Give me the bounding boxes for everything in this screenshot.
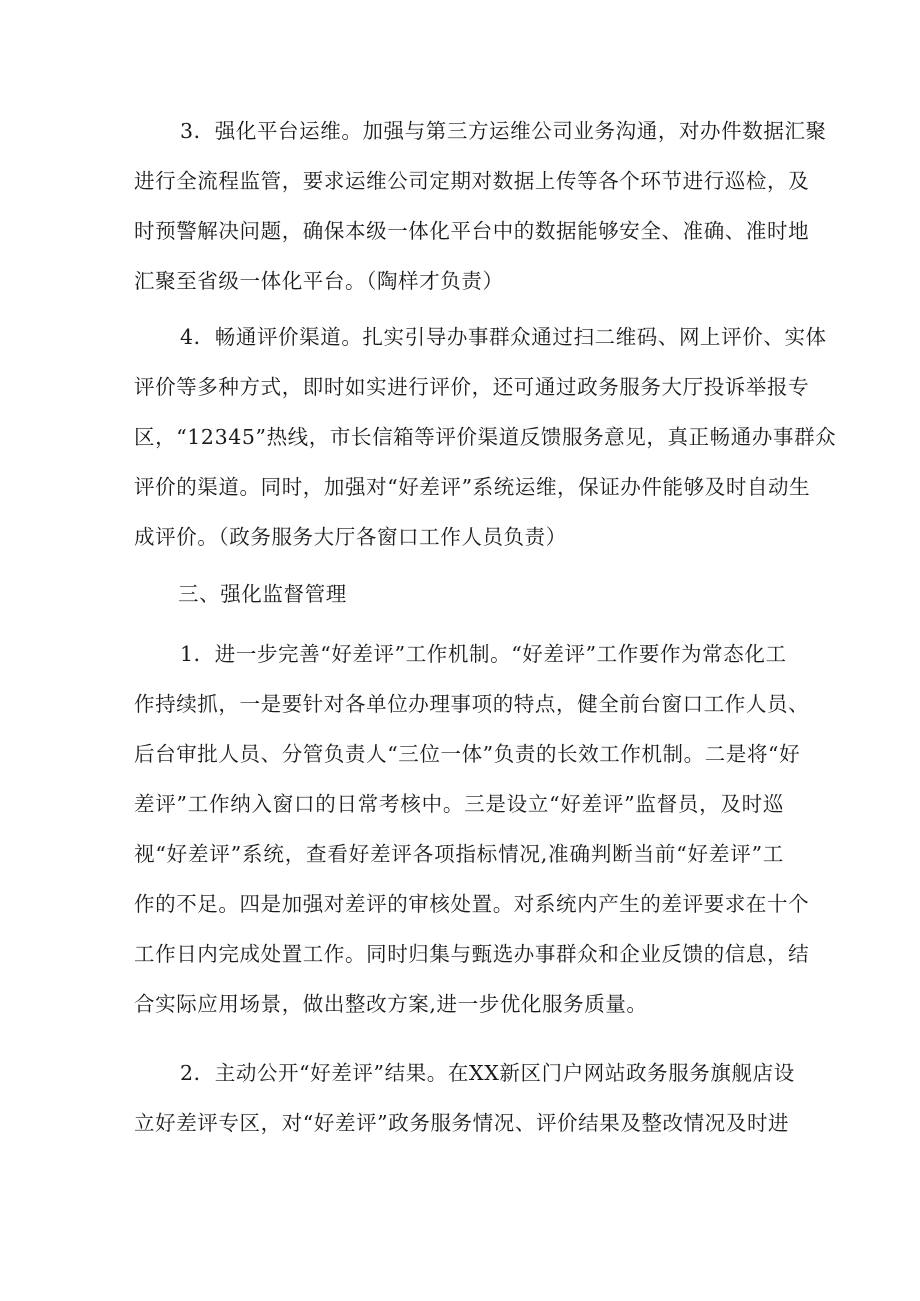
text-line: 立好差评专区，对“好差评”政务服务情况、评价结果及整改情况及时进: [134, 1111, 790, 1135]
text-line: 1．进一步完善“好差评”工作机制。“好差评”工作要作为常态化工: [180, 642, 787, 666]
text-line: 时预警解决问题，确保本级一体化平台中的数据能够安全、准确、准时地: [134, 219, 810, 243]
section-heading-text: 三、强化监督管理: [178, 582, 347, 606]
text-line: 视“好差评”系统，查看好差评各项指标情况,准确判断当前“好差评”工: [134, 842, 784, 866]
text-line: 后台审批人员、分管负责人“三位一体”负责的长效工作机制。二是将“好: [134, 742, 801, 766]
text-line: 进行全流程监管，要求运维公司定期对数据上传等各个环节进行巡检，及: [134, 169, 810, 193]
text-line: 3．强化平台运维。加强与第三方运维公司业务沟通，对办件数据汇聚: [180, 119, 827, 143]
text-line: 合实际应用场景，做出整改方案,进一步优化服务质量。: [134, 992, 648, 1016]
text-line: 汇聚至省级一体化平台。（陶样才负责）: [134, 269, 504, 293]
text-line: 评价等多种方式，即时如实进行评价，还可通过政务服务大厅投诉举报专: [134, 375, 810, 399]
text-line: 4．畅通评价渠道。扎实引导办事群众通过扫二维码、网上评价、实体: [180, 325, 827, 349]
text-line: 评价的渠道。同时，加强对“好差评”系统运维，保证办件能够及时自动生: [134, 475, 811, 499]
text-line: 作的不足。四是加强对差评的审核处置。对系统内产生的差评要求在十个: [134, 892, 810, 916]
text-line: 2．主动公开“好差评”结果。在XX新区门户网站政务服务旗舰店设: [180, 1061, 795, 1085]
text-line: 工作日内完成处置工作。同时归集与甄选办事群众和企业反馈的信息，结: [134, 942, 810, 966]
text-line: 作持续抓，一是要针对各单位办理事项的特点，健全前台窗口工作人员、: [134, 692, 810, 716]
text-line: 成评价。（政务服务大厅各窗口工作人员负责）: [134, 525, 567, 549]
text-line: 差评”工作纳入窗口的日常考核中。三是设立“好差评”监督员，及时巡: [134, 792, 784, 816]
text-line: 区，“12345”热线，市长信箱等评价渠道反馈服务意见，真正畅通办事群众: [134, 425, 837, 449]
